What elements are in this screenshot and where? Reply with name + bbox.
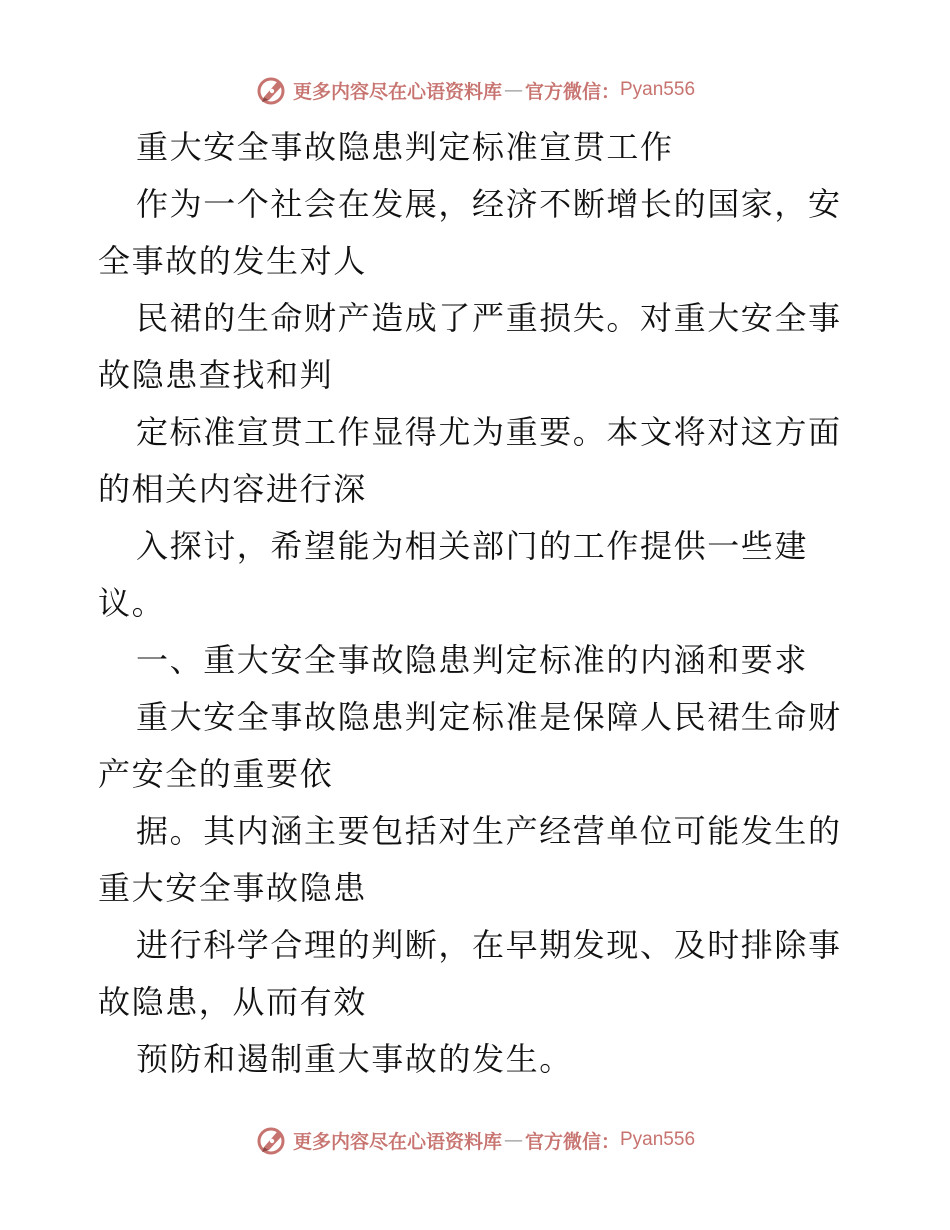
paragraph-line: 重大安全事故隐患判定标准是保障人民裙生命财: [136, 698, 842, 736]
banner-account: Pyan556: [620, 79, 696, 100]
pen-logo-icon: [255, 74, 289, 106]
paragraph-line: 重大安全事故隐患: [98, 869, 367, 907]
paragraph-line: 的相关内容进行深: [98, 470, 367, 508]
banner-dash: —: [503, 79, 523, 101]
banner-account: Pyan556: [620, 1129, 696, 1150]
section-heading: 一、重大安全事故隐患判定标准的内涵和要求: [136, 641, 809, 679]
paragraph-line: 进行科学合理的判断，在早期发现、及时排除事: [136, 926, 842, 964]
paragraph-line: 故隐患查找和判: [98, 356, 334, 394]
banner-official: 官方微信：: [524, 80, 620, 103]
paragraph-line: 入探讨，希望能为相关部门的工作提供一些建: [136, 527, 809, 565]
paragraph-line: 产安全的重要依: [98, 755, 334, 793]
banner-text: 更多内容尽在心语资料库: [292, 1130, 502, 1153]
banner-dash: —: [503, 1129, 523, 1151]
document-body: [98, 119, 858, 1088]
footer-banner: [0, 1120, 950, 1160]
banner-text: 更多内容尽在心语资料库: [292, 80, 502, 103]
banner-official: 官方微信：: [524, 1130, 620, 1153]
paragraph-line: 全事故的发生对人: [98, 242, 367, 280]
paragraph-line: 议。: [98, 584, 166, 622]
doc-title: 重大安全事故隐患判定标准宣贯工作: [136, 128, 674, 166]
paragraph-line: 定标准宣贯工作显得尤为重要。本文将对这方面: [136, 413, 842, 451]
paragraph-line: 民裙的生命财产造成了严重损失。对重大安全事: [136, 299, 842, 337]
paragraph-line: 作为一个社会在发展，经济不断增长的国家，安: [136, 185, 842, 223]
paragraph-line: 据。其内涵主要包括对生产经营单位可能发生的: [136, 812, 842, 850]
pen-logo-icon: [255, 1124, 289, 1156]
paragraph-line: 预防和遏制重大事故的发生。: [136, 1040, 573, 1078]
paragraph-line: 故隐患，从而有效: [98, 983, 367, 1021]
header-banner: [0, 70, 950, 110]
